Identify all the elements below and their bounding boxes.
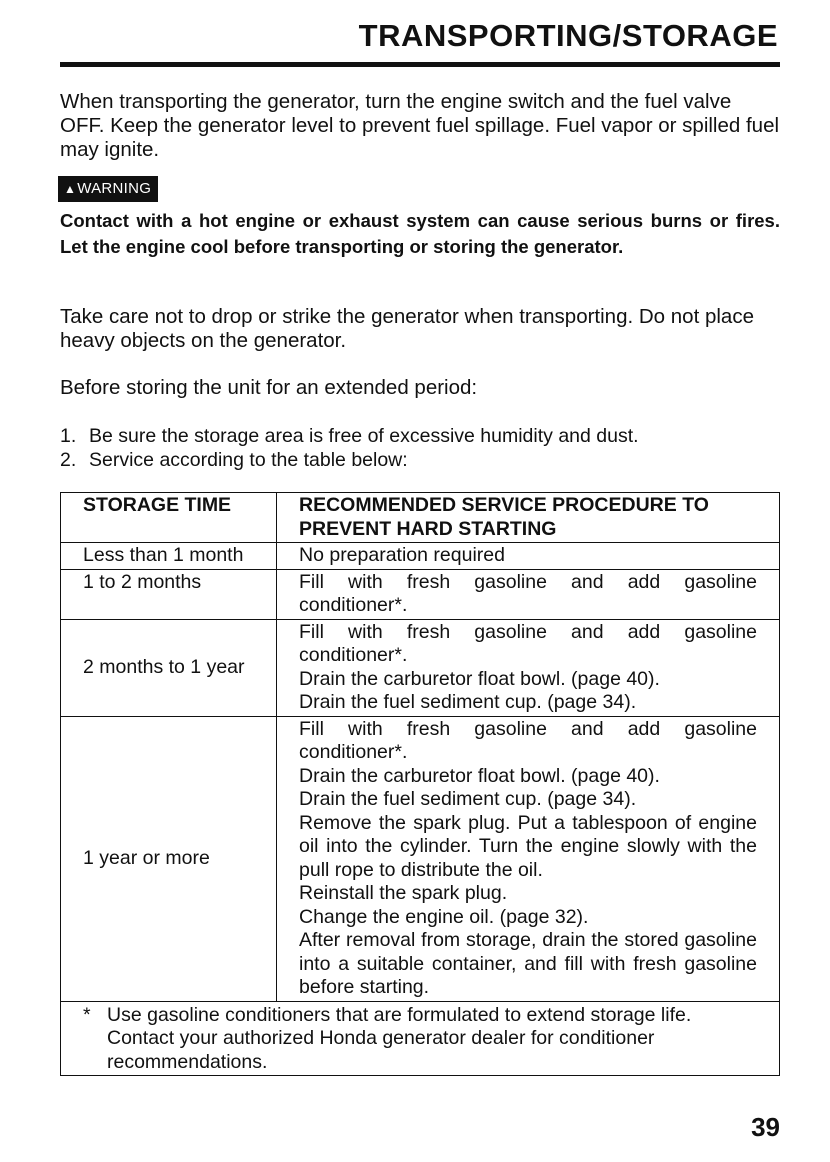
footnote-row — [61, 1001, 780, 1076]
footnote-text: Contact your authorized Honda generator dealer for conditioner recommendations. — [107, 1027, 655, 1073]
footnote-cell — [61, 1001, 780, 1076]
step-item: 1. Be sure the storage area is free of excessive humidity and dust. — [60, 425, 639, 447]
procedure-cell: No preparation required — [277, 543, 780, 570]
warning-triangle-icon: ▲ — [64, 182, 77, 196]
intro-paragraph: When transporting the generator, turn the engine switch and the fuel valve OFF. Keep the generator level to prevent fuel spillage. Fuel vapor or spilled fuel may ignite. — [60, 90, 780, 161]
storage-time-cell: 1 to 2 months — [61, 569, 277, 619]
title-rule — [60, 62, 780, 67]
page-number: 39 — [751, 1112, 780, 1142]
storage-time-cell: Less than 1 month — [61, 543, 277, 570]
storage-intro: Before storing the unit for an extended period: — [60, 376, 478, 399]
procedure-cell: Fill with fresh gasoline and add gasoline conditioner*. Drain the carburetor float bowl. (page 40). Drain the fuel sediment cup. (page 34). — [277, 619, 780, 716]
table-row — [61, 619, 780, 716]
storage-time-cell: 1 year or more — [61, 716, 277, 1001]
header-procedure: RECOMMENDED SERVICE PROCEDURE TO PREVENT HARD STARTING — [277, 493, 780, 543]
step-item: 2. Service according to the table below: — [60, 449, 408, 471]
warning-label: WARNING — [77, 180, 152, 197]
care-paragraph: Take care not to drop or strike the generator when transporting. Do not place heavy objects on the generator. — [60, 305, 754, 352]
storage-table — [60, 492, 780, 1076]
storage-steps — [60, 424, 780, 472]
procedure-cell: Fill with fresh gasoline and add gasoline conditioner*. — [277, 569, 780, 619]
table-row — [61, 569, 780, 619]
table-header-row — [61, 493, 780, 543]
table-row — [61, 716, 780, 1001]
page-title: TRANSPORTING/STORAGE — [358, 18, 778, 53]
warning-text: Contact with a hot engine or exhaust system can cause serious burns or fires. Let the engine cool before transporting or storing the generator. — [60, 210, 780, 257]
procedure-cell: Fill with fresh gasoline and add gasoline conditioner*. Drain the carburetor float bowl. (page 40). Drain the fuel sediment cup. (page 34). Remove the spark plug. Put a tablespoon of engine oil into the cylinder. Turn the engine slowly with the pull rope to distribute the oil. Reinstall the spark plug. Change the engine oil. (page 32). After removal from storage, drain the stored gasoline into a suitable container, and fill with fresh gasoline before starting. — [277, 716, 780, 1001]
footnote-asterisk: * — [83, 1003, 91, 1026]
header-storage-time: STORAGE TIME — [61, 493, 277, 543]
table-row — [61, 543, 780, 570]
warning-badge — [58, 176, 158, 202]
storage-time-cell: 2 months to 1 year — [61, 619, 277, 716]
footnote-text: Use gasoline conditioners that are formulated to extend storage life. — [107, 1003, 692, 1026]
